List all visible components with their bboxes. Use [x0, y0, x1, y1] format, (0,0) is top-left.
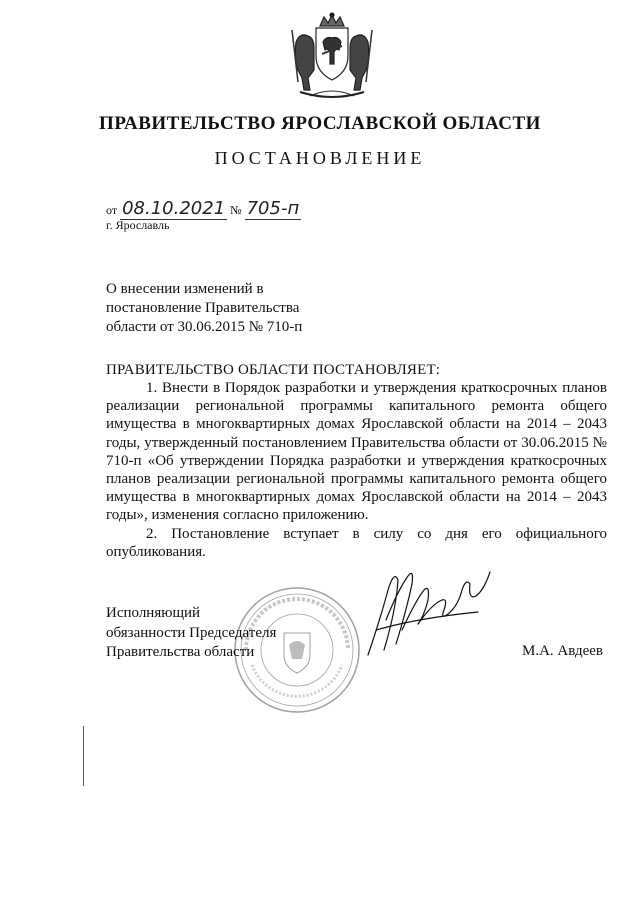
subject-line: постановление Правительства	[106, 300, 300, 316]
signer-title	[106, 604, 276, 663]
number-prefix: №	[230, 203, 242, 217]
subject-block	[106, 280, 302, 337]
government-title: ПРАВИТЕЛЬСТВО ЯРОСЛАВСКОЙ ОБЛАСТИ	[99, 113, 541, 134]
paragraph: 1. Внести в Порядок разработки и утверждения краткосрочных планов реализации региональной программы капитального ремонта общего имущества в многоквартирных домах Ярославской области на 2014 – 2043 годы, утвержденный постановлением Правительства области от 30.06.2015 № 710-п «Об утверждении Порядка разработки и утверждения краткосрочных планов реализации региональной программы капитального ремонта общего имущества в многоквартирных домах Ярославской области на 2014 – 2043 годы», изменения согласно приложению.	[106, 380, 607, 524]
subject-line: О внесении изменений в	[106, 281, 264, 297]
document-type: ПОСТАНОВЛЕНИЕ	[214, 148, 426, 168]
number-value: 705-п	[246, 198, 300, 219]
signer-name: М.А. Авдеев	[522, 643, 603, 659]
margin-line	[83, 726, 84, 786]
decree-heading: ПРАВИТЕЛЬСТВО ОБЛАСТИ ПОСТАНОВЛЯЕТ:	[106, 362, 441, 378]
signature	[358, 560, 498, 670]
date-prefix: от	[106, 203, 118, 217]
signer-line: Исполняющий	[106, 605, 201, 621]
paragraph: 2. Постановление вступает в силу со дня его официального опубликования.	[106, 525, 607, 560]
signer-line: Правительства области	[106, 644, 255, 660]
signer-line: обязанности Председателя	[106, 624, 277, 641]
coat-of-arms-emblem	[286, 12, 378, 100]
city: г. Ярославль	[106, 218, 170, 232]
body-text	[106, 379, 607, 561]
date-value: 08.10.2021	[122, 198, 226, 219]
subject-line: области от 30.06.2015 № 710-п	[106, 319, 303, 335]
date-number-row	[106, 198, 301, 220]
